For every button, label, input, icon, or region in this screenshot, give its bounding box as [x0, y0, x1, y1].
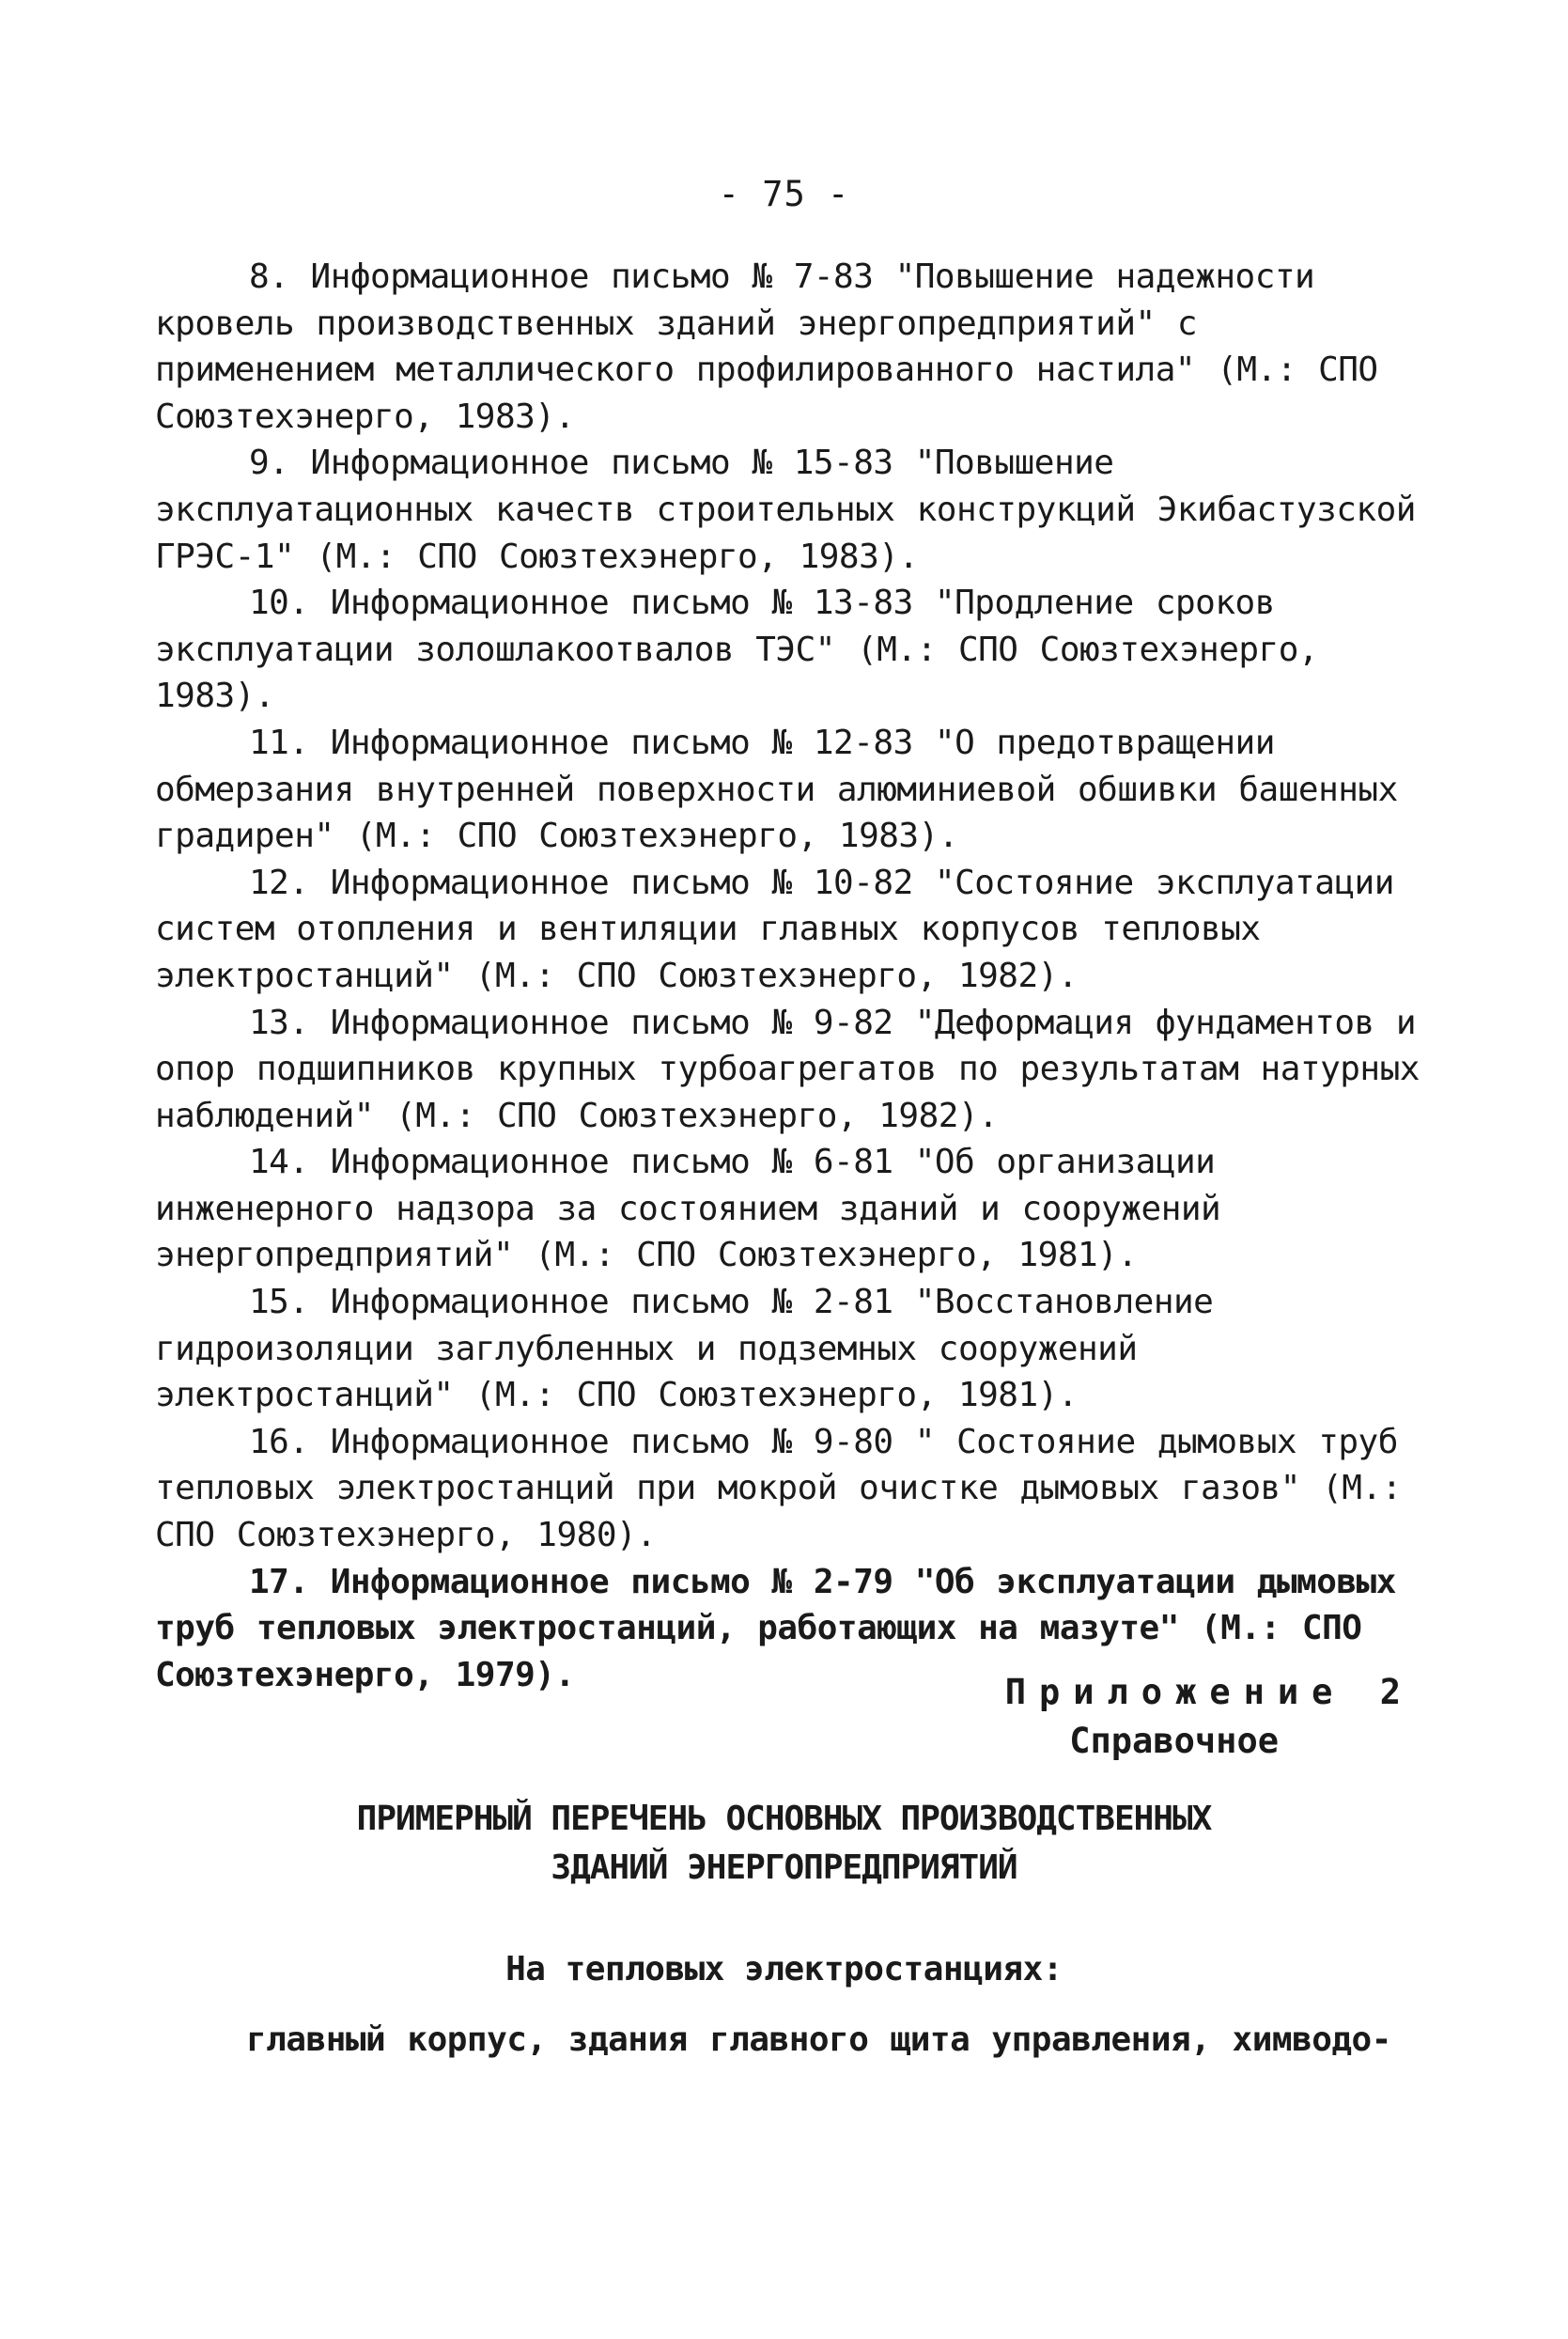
reference-item-15: 15. Информационное письмо № 2-81 "Восстановление гидроизоляции заглубленных и подземных сооружений электростанций" (М.: СПО Союзтехэнерго, 1981).	[155, 1283, 1214, 1415]
building-list-text: главный корпус, здания главного щита управления, химводо-	[246, 2020, 1391, 2059]
reference-item-11: 11. Информационное письмо № 12-83 "О предотвращении обмерзания внутренней поверхности алюминиевой обшивки башенных градирен" (М.: СПО Союзтехэнерго, 1983).	[155, 723, 1398, 856]
section-heading: На тепловых электростанциях:	[505, 1950, 1063, 1988]
title-line-1: ПРИМЕРНЫЙ ПЕРЕЧЕНЬ ОСНОВНЫХ ПРОИЗВОДСТВЕННЫХ	[356, 1800, 1212, 1838]
page-number: - 75 -	[718, 174, 850, 214]
reference-item-14: 14. Информационное письмо № 6-81 "Об организации инженерного надзора за состоянием зданий и сооружений энергопредприятий" (М.: СПО Союзтехэнерго, 1981).	[155, 1143, 1221, 1275]
reference-item-13: 13. Информационное письмо № 9-82 "Деформация фундаментов и опор подшипников крупных турбоагрегатов по результатам натурных наблюдений" (М.: СПО Союзтехэнерго, 1982).	[155, 1003, 1420, 1135]
document-title	[0, 1795, 1568, 1893]
appendix-subtitle: Справочное	[1069, 1721, 1279, 1761]
appendix-label: Приложение 2	[1004, 1672, 1414, 1712]
reference-item-17: 17. Информационное письмо № 2-79 "Об эксплуатации дымовых труб тепловых электростанций, работающих на мазуте" (М.: СПО Союзтехэнерго, 1979).	[155, 1562, 1396, 1694]
title-line-2: ЗДАНИЙ ЭНЕРГОПРЕДПРИЯТИЙ	[551, 1848, 1017, 1887]
reference-item-8: 8. Информационное письмо № 7-83 "Повышение надежности кровель производственных зданий энергопредприятий" с применением металлического профилированного настила" (М.: СПО Союзтехэнерго, 1983).	[155, 257, 1378, 436]
appendix-header	[1004, 1668, 1414, 1766]
reference-item-12: 12. Информационное письмо № 10-82 "Состояние эксплуатации систем отопления и вентиляции главных корпусов тепловых электростанций" (М.: СПО Союзтехэнерго, 1982).	[155, 863, 1394, 995]
reference-item-16: 16. Информационное письмо № 9-80 " Состояние дымовых труб тепловых электростанций при мокрой очистке дымовых газов" (М.: СПО Союзтехэнерго, 1980).	[155, 1422, 1402, 1555]
reference-item-9: 9. Информационное письмо № 15-83 "Повышение эксплуатационных качеств строительных конструкций Экибастузской ГРЭС-1" (М.: СПО Союзтехэнерго, 1983).	[155, 444, 1416, 576]
reference-item-10: 10. Информационное письмо № 13-83 "Продление сроков эксплуатации золошлакоотвалов ТЭС" (М.: СПО Союзтехэнерго, 1983).	[155, 584, 1319, 716]
reference-list	[155, 254, 1423, 1698]
